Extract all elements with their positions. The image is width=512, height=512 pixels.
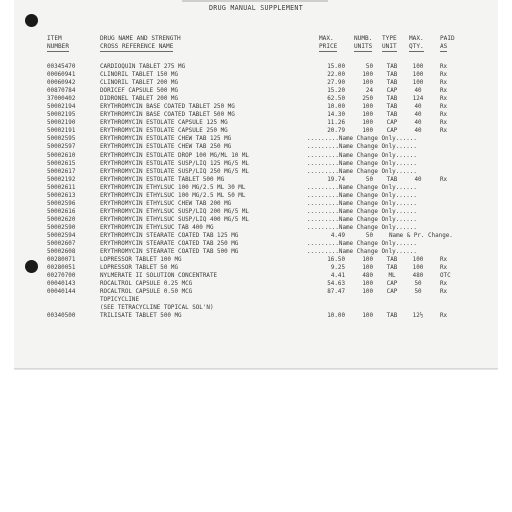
cell-qty: 50	[414, 289, 422, 296]
table-row	[14, 103, 498, 111]
cell-paid: Rx	[440, 64, 448, 70]
cell-note: .........Name Change Only......	[307, 168, 417, 175]
cell-qty: 40	[414, 120, 422, 127]
cell-note: .........Name Change Only......	[307, 241, 417, 248]
cell-paid: Rx	[440, 112, 448, 119]
table-row	[14, 127, 498, 135]
cell-qty: 12½	[412, 313, 424, 320]
cell-units: 50	[365, 232, 373, 239]
cell-qty: 100	[412, 64, 424, 70]
cell-type: TAB	[386, 96, 398, 103]
cell-name: (SEE TETRACYCLINE TOPICAL SOL'N)	[100, 305, 214, 312]
cell-item: 50002595	[47, 136, 76, 143]
cell-units: 100	[362, 112, 373, 119]
cell-price: 16.50	[327, 257, 345, 264]
cell-qty: 100	[412, 80, 424, 87]
table-row	[14, 135, 498, 143]
table-row	[14, 176, 498, 184]
cell-type: CAP	[386, 120, 398, 127]
cell-name: ERYTHROMYCIN ESTOLATE CAPSULE 250 MG	[100, 128, 228, 135]
cell-note: .........Name Change Only......	[307, 200, 417, 207]
cell-type: TAB	[386, 64, 398, 70]
cell-name: ROCALTROL CAPSULE 0.25 MCG	[100, 281, 193, 288]
cell-name: LOPRESSOR TABLET 100 MG	[100, 257, 182, 264]
table-row	[14, 240, 498, 248]
cell-item: 37000402	[47, 96, 76, 103]
cell-units: 50	[365, 176, 373, 183]
cell-name: ERYTHROMYCIN ESTOLATE CHEW TAB 125 MG	[100, 136, 232, 143]
cell-note: .........Name Change Only......	[307, 152, 417, 159]
cell-item: 50002194	[47, 104, 76, 111]
cell-type: Name & Pr. Change.	[389, 232, 453, 239]
table-row	[14, 71, 498, 79]
cell-units: 100	[362, 120, 373, 127]
cell-price: 14.30	[327, 112, 345, 119]
cell-paid: Rx	[440, 176, 448, 183]
table-row	[14, 143, 498, 151]
cell-name: ERYTHROMYCIN BASE COATED TABLET 250 MG	[100, 104, 235, 111]
cell-paid: OTC	[440, 273, 451, 280]
cell-price: 27.90	[327, 80, 345, 87]
cell-type: TAB	[386, 176, 398, 183]
cell-type: CAP	[386, 289, 398, 296]
cell-note: .........Name Change Only......	[307, 136, 417, 143]
cell-name: CLINORIL TABLET 150 MG	[100, 72, 179, 79]
cell-price: 54.63	[327, 281, 345, 288]
cell-price: 87.47	[327, 289, 345, 296]
table-row	[14, 184, 498, 192]
cell-units: 100	[362, 80, 373, 87]
cell-name: ERYTHROMYCIN ETHYLSUC 100 MG/2.5 ML 50 ML	[100, 192, 246, 199]
cell-item: 50002611	[47, 184, 76, 191]
table-row	[14, 87, 498, 95]
cell-item: 50002192	[47, 176, 76, 183]
cell-item: 50002610	[47, 152, 76, 159]
table-row	[14, 296, 498, 304]
cell-qty: 100	[412, 72, 424, 79]
cell-name: ERYTHROMYCIN ETHYLSUC TAB 400 MG	[100, 224, 214, 231]
cell-item: 00060942	[47, 80, 76, 87]
table-row	[14, 312, 498, 320]
cell-item: 50002594	[47, 232, 76, 239]
cell-name: ERYTHROMYCIN ESTOLATE SUSP/LIQ 250 MG/5 ML	[100, 168, 249, 175]
cell-units: 50	[365, 64, 373, 70]
cell-units: 100	[362, 281, 373, 288]
cell-type: TAB	[386, 80, 398, 87]
cell-note: .........Name Change Only......	[307, 249, 417, 256]
cell-name: DIDRONEL TABLET 200 MG	[100, 96, 179, 103]
table-row	[14, 264, 498, 272]
cell-name: TOPICYCLINE	[100, 297, 140, 304]
cell-type: ML	[388, 273, 396, 280]
cell-paid: Rx	[440, 265, 448, 272]
col-header-type: TYPE UNIT	[382, 35, 397, 50]
cell-name: ERYTHROMYCIN ESTOLATE CHEW TAB 250 MG	[100, 144, 232, 151]
cell-name: ERYTHROMYCIN BASE COATED TABLET 500 MG	[100, 112, 235, 119]
cell-qty: 100	[412, 265, 424, 272]
cell-name: TRILISATE TABLET 500 MG	[100, 313, 182, 320]
table-row	[14, 208, 498, 216]
cell-price: 4.49	[330, 232, 345, 239]
table-row	[14, 111, 498, 119]
table-row	[14, 168, 498, 176]
cell-paid: Rx	[440, 313, 448, 320]
cell-item: 50002613	[47, 192, 76, 199]
cell-units: 100	[362, 104, 373, 111]
cell-note: .........Name Change Only......	[307, 216, 417, 223]
binder-hole-middle	[25, 260, 38, 273]
cell-qty: 40	[414, 176, 422, 183]
document-page	[14, 0, 498, 369]
cell-name: ERYTHROMYCIN STEARATE COATED TAB 125 MG	[100, 232, 239, 239]
binder-hole-top	[25, 14, 38, 27]
cell-type: TAB	[386, 112, 398, 119]
cell-units: 100	[362, 128, 373, 135]
cell-item: 00870784	[47, 88, 76, 95]
cell-price: 62.50	[327, 96, 345, 103]
cell-units: 480	[362, 273, 373, 280]
table-row	[14, 160, 498, 168]
table-row	[14, 216, 498, 224]
cell-name: ERYTHROMYCIN ETHYLSUC SUSP/LIQ 400 MG/5 ML	[100, 216, 249, 223]
cell-qty: 124	[412, 96, 424, 103]
cell-price: 10.00	[327, 313, 345, 320]
cell-item: 50002590	[47, 224, 76, 231]
cell-units: 100	[362, 265, 373, 272]
table-row	[14, 95, 498, 103]
table-row	[14, 224, 498, 232]
cell-item: 50002191	[47, 128, 76, 135]
cell-type: TAB	[386, 257, 398, 264]
table-row	[14, 280, 498, 288]
table-row	[14, 248, 498, 256]
cell-item: 00270700	[47, 273, 76, 280]
cell-price: 19.74	[327, 176, 345, 183]
cell-paid: Rx	[440, 80, 448, 87]
cell-item: 00280071	[47, 257, 76, 264]
cell-price: 4.41	[330, 273, 345, 280]
table-row	[14, 232, 498, 240]
cell-name: LOPRESSOR TABLET 50 MG	[100, 265, 179, 272]
cell-type: TAB	[386, 313, 398, 320]
cell-units: 100	[362, 257, 373, 264]
cell-paid: Rx	[440, 88, 448, 95]
table-row	[14, 288, 498, 296]
drug-table	[14, 63, 498, 321]
cell-name: ERYTHROMYCIN ESTOLATE TABLET 500 MG	[100, 176, 225, 183]
cell-name: ERYTHROMYCIN ESTOLATE DROP 100 MG/ML 10 ML	[100, 152, 249, 159]
cell-qty: 100	[412, 257, 424, 264]
cell-type: CAP	[386, 88, 398, 95]
col-header-price: MAX. PRICE	[319, 35, 338, 50]
cell-paid: Rx	[440, 104, 448, 111]
cell-item: 50002620	[47, 216, 76, 223]
cell-item: 00040144	[47, 289, 76, 296]
cell-name: ERYTHROMYCIN ETHYLSUC CHEW TAB 200 MG	[100, 200, 232, 207]
table-row	[14, 304, 498, 312]
cell-item: 50002607	[47, 241, 76, 248]
col-header-units: NUMB. UNITS	[354, 35, 373, 50]
cell-name: CLINORIL TABLET 200 MG	[100, 80, 179, 87]
cell-price: 11.26	[327, 120, 345, 127]
cell-qty: 40	[414, 128, 422, 135]
cell-paid: Rx	[440, 289, 448, 296]
cell-note: .........Name Change Only......	[307, 144, 417, 151]
cell-price: 22.00	[327, 72, 345, 79]
col-header-qty: MAX. QTY.	[409, 35, 424, 50]
cell-paid: Rx	[440, 96, 448, 103]
table-row	[14, 192, 498, 200]
cell-item: 50002190	[47, 120, 76, 127]
cell-item: 50002616	[47, 208, 76, 215]
table-row	[14, 63, 498, 71]
cell-paid: Rx	[440, 72, 448, 79]
cell-qty: 480	[412, 273, 424, 280]
page-top-edge	[182, 0, 328, 2]
cell-type: TAB	[386, 72, 398, 79]
cell-note: .........Name Change Only......	[307, 208, 417, 215]
cell-units: 100	[362, 313, 373, 320]
cell-units: 24	[365, 88, 373, 95]
cell-name: CARDIOQUIN TABLET 275 MG	[100, 64, 186, 70]
cell-name: ROCALTROL CAPSULE 0.50 MCG	[100, 289, 193, 296]
cell-item: 50002596	[47, 200, 76, 207]
cell-name: ERYTHROMYCIN ETHYLSUC 100 MG/2.5 ML 30 ML	[100, 184, 246, 191]
cell-item: 00345470	[47, 64, 76, 70]
cell-item: 50002195	[47, 112, 76, 119]
cell-item: 50002615	[47, 160, 76, 167]
table-row	[14, 79, 498, 87]
cell-type: TAB	[386, 104, 398, 111]
cell-qty: 50	[414, 281, 422, 288]
cell-price: 9.25	[330, 265, 345, 272]
col-header-paid: PAID AS	[440, 35, 455, 50]
cell-paid: Rx	[440, 120, 448, 127]
page-header: DRUG MANUAL SUPPLEMENT	[209, 4, 303, 12]
cell-type: CAP	[386, 128, 398, 135]
cell-name: ERYTHROMYCIN ETHYLSUC SUSP/LIQ 200 MG/5 ML	[100, 208, 249, 215]
cell-price: 20.79	[327, 128, 345, 135]
cell-units: 100	[362, 289, 373, 296]
cell-note: .........Name Change Only......	[307, 160, 417, 167]
cell-name: ERYTHROMYCIN STEARATE COATED TAB 500 MG	[100, 249, 239, 256]
table-row	[14, 272, 498, 280]
cell-type: CAP	[386, 281, 398, 288]
cell-price: 15.00	[327, 64, 345, 70]
cell-name: ERYTHROMYCIN STEARATE COATED TAB 250 MG	[100, 241, 239, 248]
col-header-name: DRUG NAME AND STRENGTH CROSS REFERENCE NAME	[100, 35, 181, 50]
cell-item: 50002608	[47, 249, 76, 256]
cell-note: .........Name Change Only......	[307, 184, 417, 191]
cell-item: 00340500	[47, 313, 76, 320]
table-row	[14, 200, 498, 208]
cell-price: 15.20	[327, 88, 345, 95]
cell-qty: 40	[414, 88, 422, 95]
cell-price: 10.00	[327, 104, 345, 111]
cell-units: 250	[362, 96, 373, 103]
cell-name: ERYTHROMYCIN ESTOLATE CAPSULE 125 MG	[100, 120, 228, 127]
cell-type: TAB	[386, 265, 398, 272]
table-row	[14, 152, 498, 160]
cell-note: .........Name Change Only......	[307, 192, 417, 199]
cell-item: 00280051	[47, 265, 76, 272]
cell-qty: 40	[414, 104, 422, 111]
cell-units: 100	[362, 72, 373, 79]
cell-item: 50002597	[47, 144, 76, 151]
cell-paid: Rx	[440, 281, 448, 288]
cell-paid: Rx	[440, 257, 448, 264]
cell-name: NYLMERATE II SOLUTION CONCENTRATE	[100, 273, 218, 280]
cell-note: .........Name Change Only......	[307, 224, 417, 231]
cell-qty: 40	[414, 112, 422, 119]
cell-paid: Rx	[440, 128, 448, 135]
table-row	[14, 119, 498, 127]
cell-item: 50002617	[47, 168, 76, 175]
table-row	[14, 256, 498, 264]
cell-item: 00040143	[47, 281, 76, 288]
cell-item: 00060941	[47, 72, 76, 79]
col-header-item: ITEM NUMBER	[47, 35, 70, 50]
cell-name: DORICEF CAPSULE 500 MG	[100, 88, 179, 95]
cell-name: ERYTHROMYCIN ESTOLATE SUSP/LIQ 125 MG/5 ML	[100, 160, 249, 167]
